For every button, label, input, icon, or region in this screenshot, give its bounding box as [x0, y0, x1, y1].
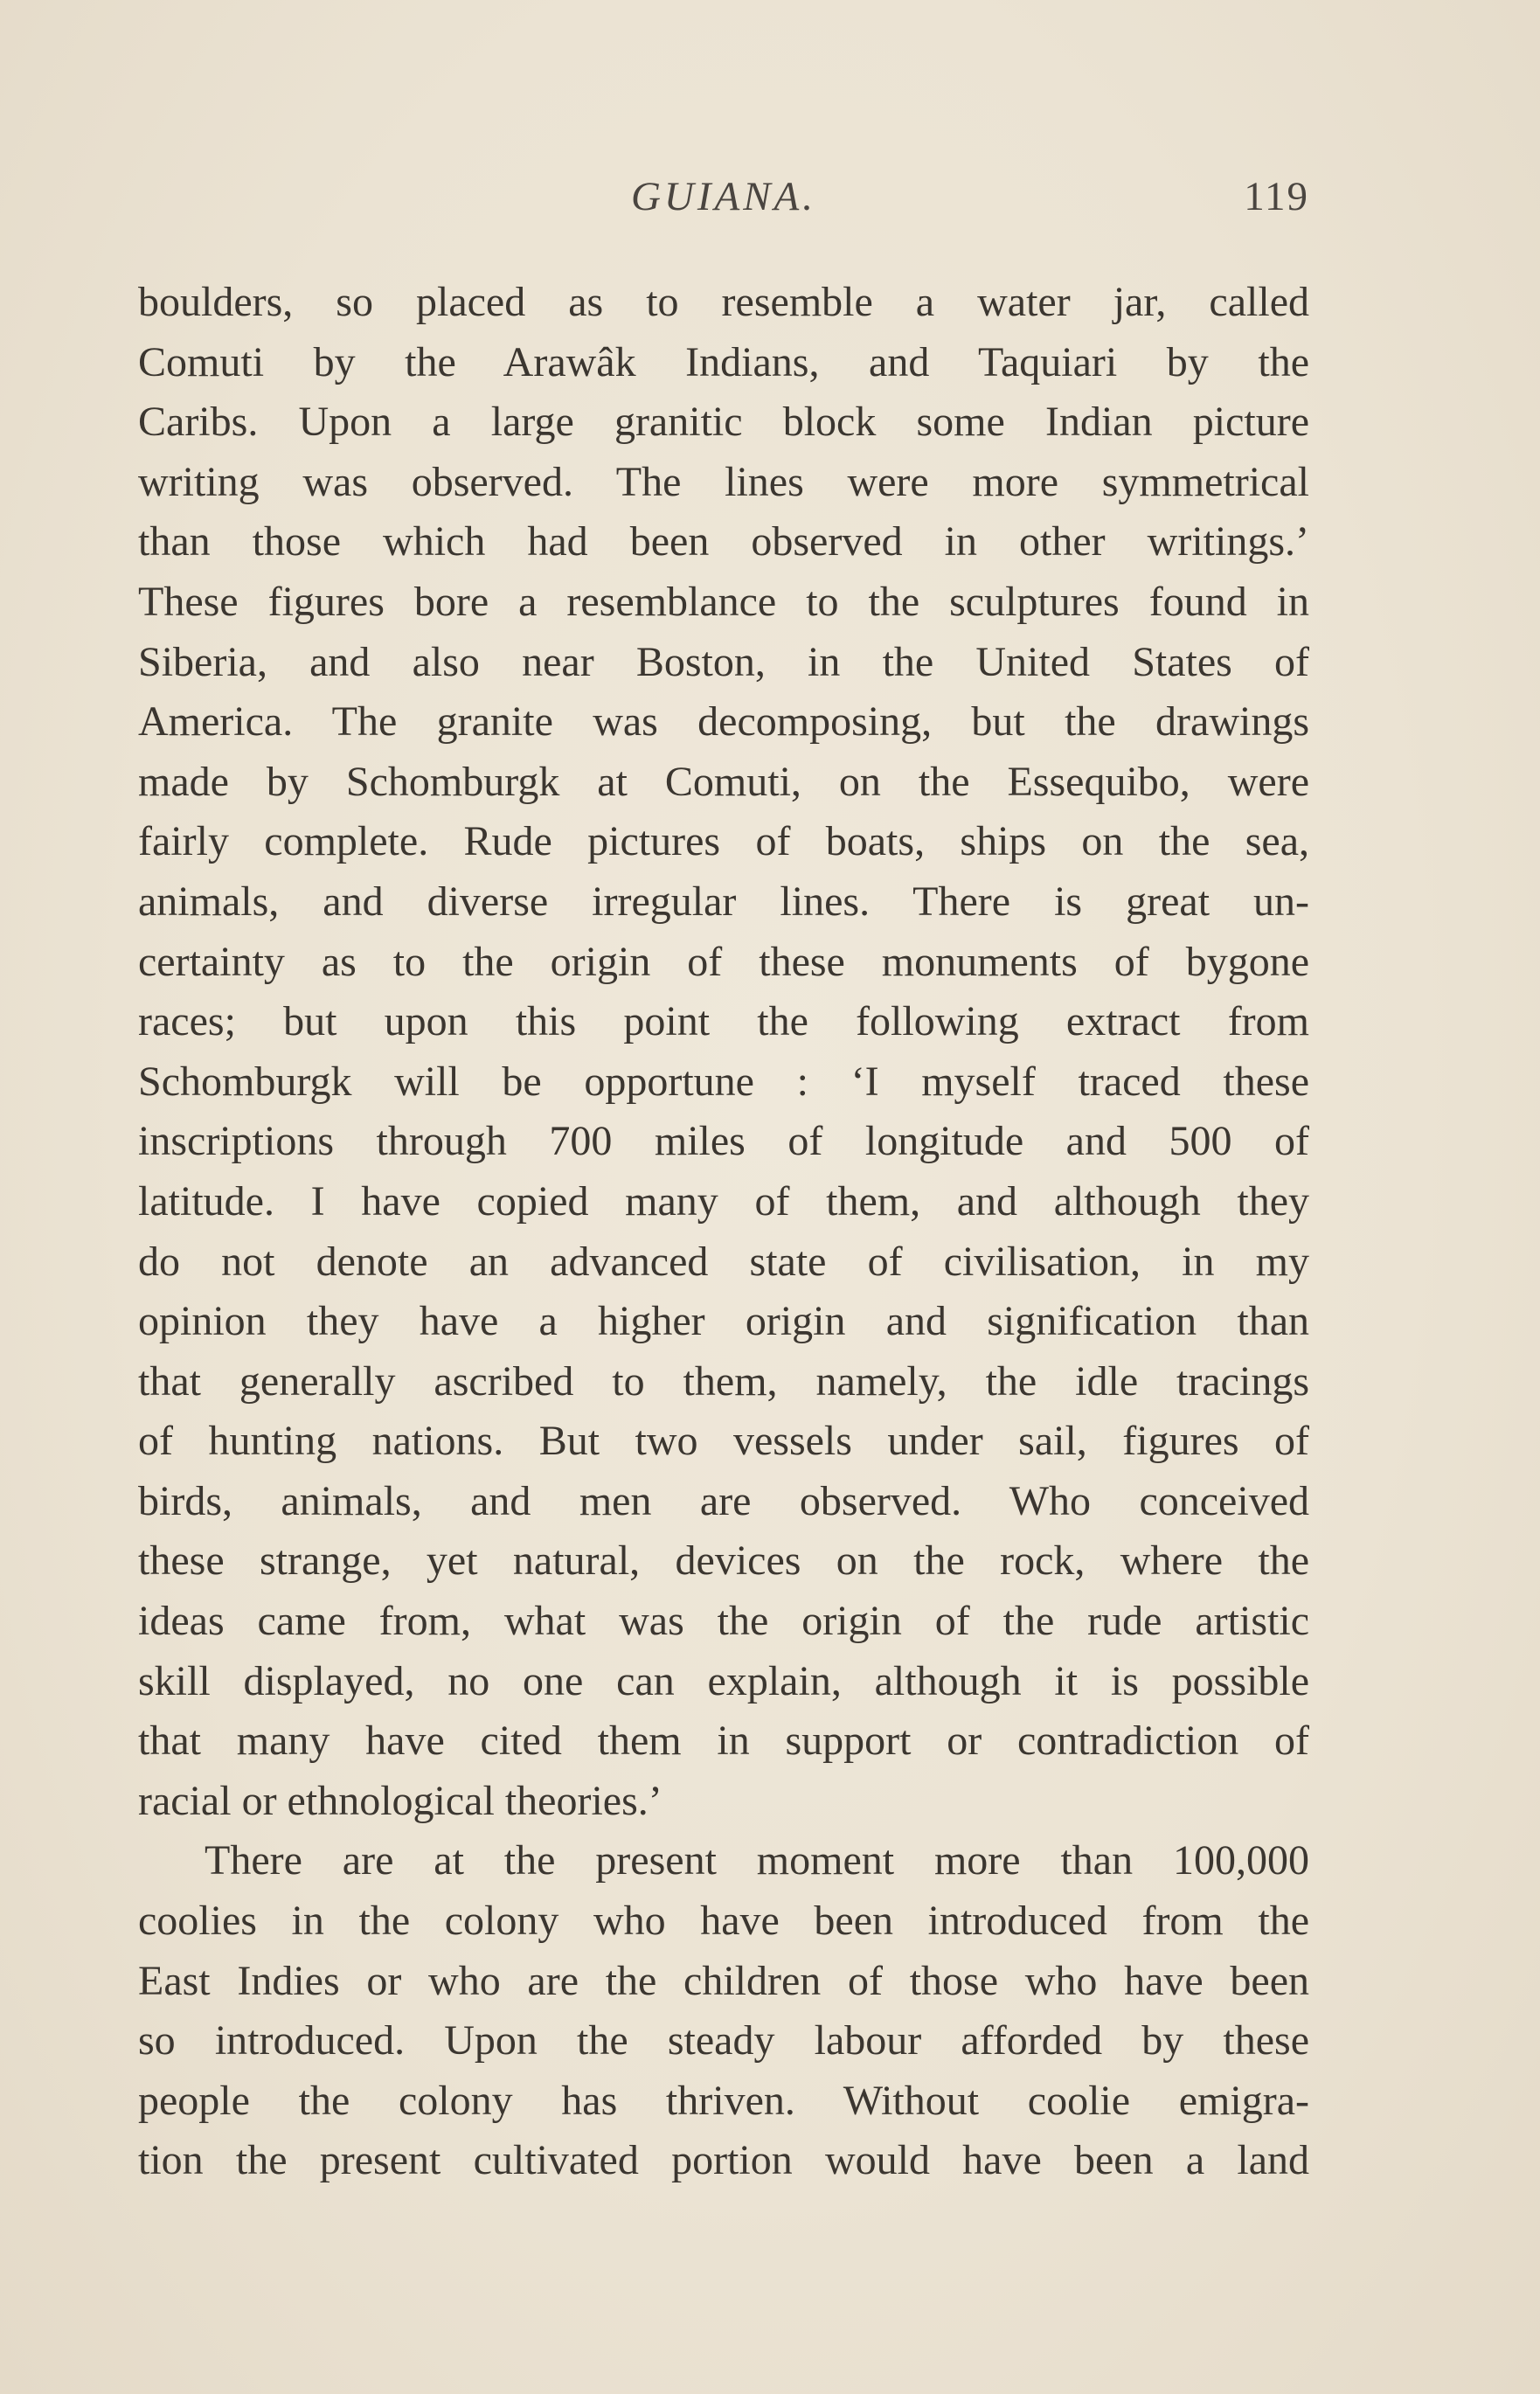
- text-line: tion the present cultivated portion would have been a land: [138, 2137, 1309, 2184]
- text-line: so introduced. Upon the steady labour afforded by these: [138, 2017, 1309, 2064]
- text-line: skill displayed, no one can explain, although it is possible: [138, 1657, 1309, 1704]
- text-line: than those which had been observed in other writings.’: [138, 518, 1309, 566]
- paragraph-start-line: There are at the present moment more than 100,000: [205, 1837, 1309, 1884]
- page-number: 119: [1244, 174, 1309, 219]
- text-line: East Indies or who are the children of those who have been: [138, 1957, 1309, 2004]
- text-line: made by Schomburgk at Comuti, on the Essequibo, were: [138, 758, 1309, 805]
- text-line: opinion they have a higher origin and signification than: [138, 1298, 1309, 1345]
- text-line: Siberia, and also near Boston, in the United States of: [138, 638, 1309, 685]
- text-line: that generally ascribed to them, namely, the idle tracings: [138, 1357, 1309, 1405]
- text-line: certainty as to the origin of these monuments of bygone: [138, 938, 1309, 985]
- text-line: birds, animals, and men are observed. Who conceived: [138, 1477, 1309, 1524]
- text-line: Schomburgk will be opportune : ‘I myself traced these: [138, 1058, 1309, 1105]
- text-line: races; but upon this point the following extract from: [138, 998, 1309, 1045]
- text-line: inscriptions through 700 miles of longitude and 500 of: [138, 1118, 1309, 1165]
- text-line: people the colony has thriven. Without coolie emigra-: [138, 2077, 1309, 2124]
- text-line: America. The granite was decomposing, but the drawings: [138, 698, 1309, 746]
- page-header: [138, 173, 1309, 234]
- text-line: that many have cited them in support or contradiction of: [138, 1717, 1309, 1765]
- text-line: writing was observed. The lines were more symmetrical: [138, 458, 1309, 505]
- running-title: GUIANA.: [630, 174, 817, 219]
- paragraph-end-line: racial or ethnological theories.’: [138, 1777, 662, 1824]
- text-line: coolies in the colony who have been introduced from the: [138, 1898, 1309, 1945]
- text-line: These figures bore a resemblance to the sculptures found in: [138, 578, 1309, 625]
- text-line: Comuti by the Arawâk Indians, and Taquiari by the: [138, 338, 1309, 385]
- text-line: latitude. I have copied many of them, and although they: [138, 1177, 1309, 1225]
- text-line: these strange, yet natural, devices on the rock, where the: [138, 1537, 1309, 1585]
- text-line: do not denote an advanced state of civilisation, in my: [138, 1238, 1309, 1285]
- text-line: fairly complete. Rude pictures of boats, ships on the sea,: [138, 818, 1309, 865]
- body-text: [138, 273, 1309, 2191]
- text-line: Caribs. Upon a large granitic block some Indian picture: [138, 399, 1309, 446]
- text-line: animals, and diverse irregular lines. There is great un-: [138, 878, 1309, 925]
- text-line: ideas came from, what was the origin of the rude artistic: [138, 1598, 1309, 1645]
- text-line: of hunting nations. But two vessels under sail, figures of: [138, 1418, 1309, 1465]
- text-line: boulders, so placed as to resemble a water jar, called: [138, 279, 1309, 325]
